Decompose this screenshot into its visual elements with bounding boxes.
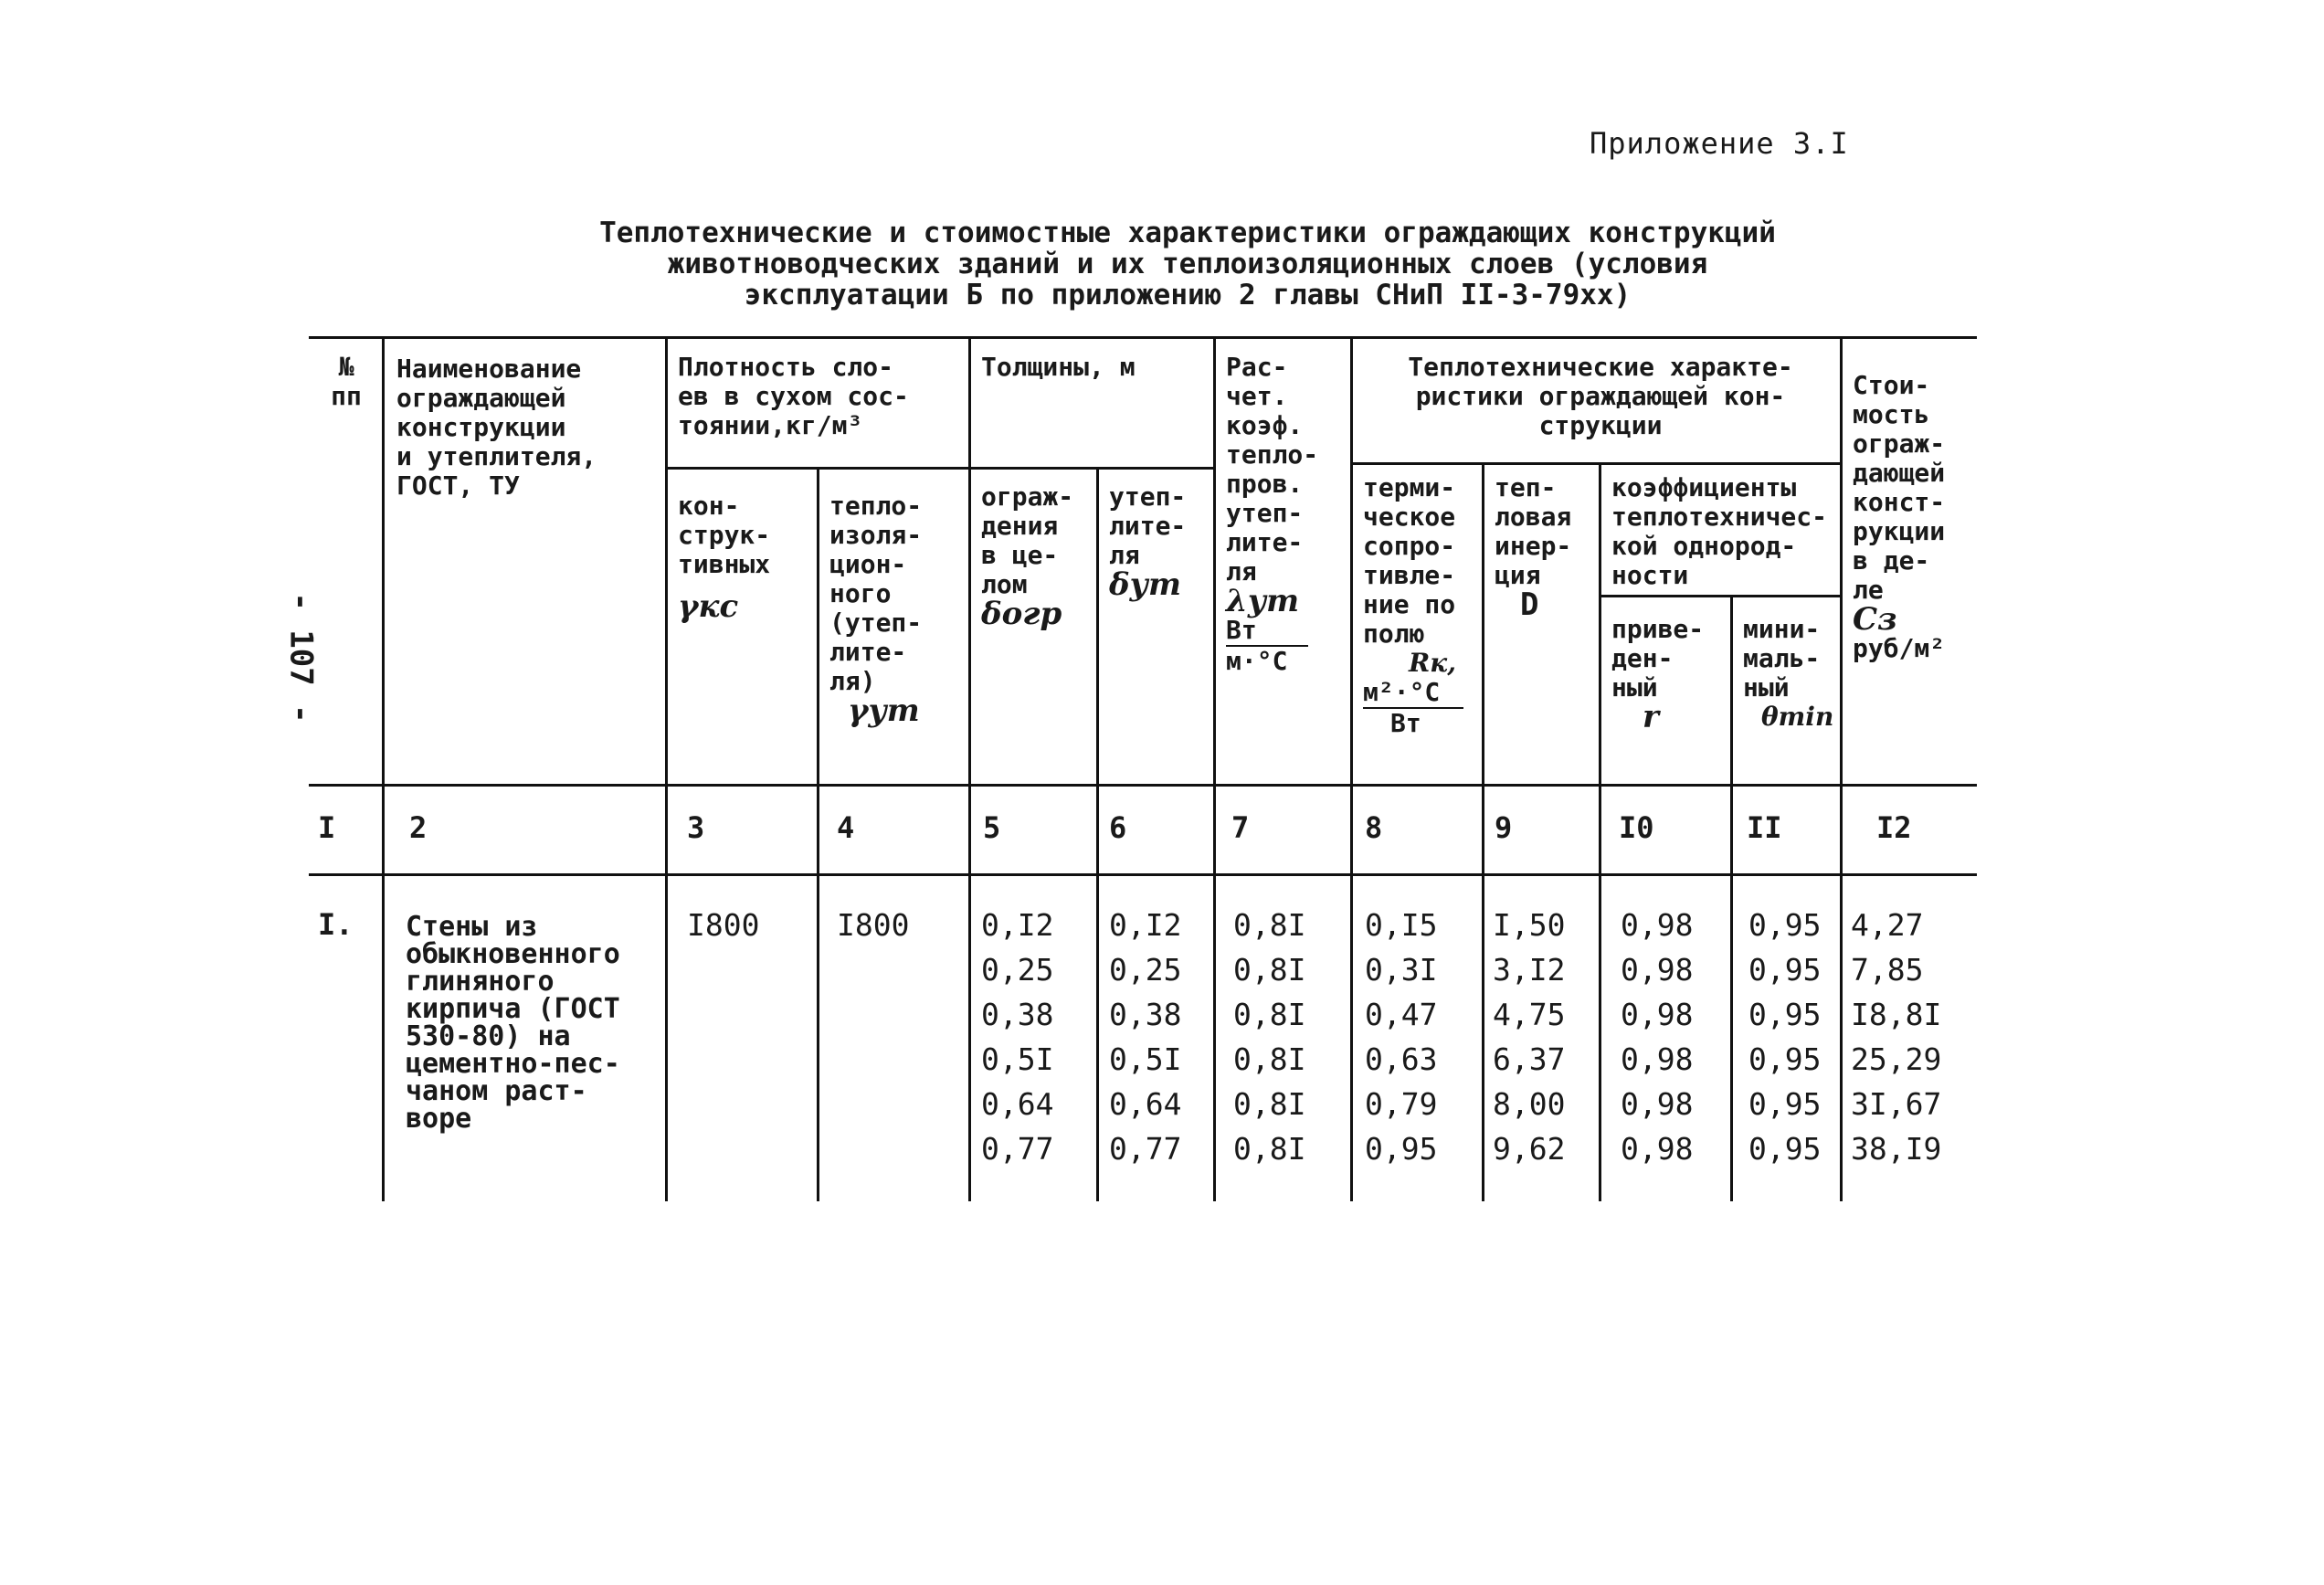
unit-numerator: Вт <box>1226 616 1308 647</box>
table-cell: 0,38 <box>1109 997 1182 1032</box>
table-cell: 6,37 <box>1493 1041 1566 1077</box>
thermo-subheader-rule <box>1350 462 1840 465</box>
header-thickness-total-label: ограж- дения в це- лом <box>981 481 1074 599</box>
table-cell: 0,I2 <box>1109 907 1182 943</box>
col-divider <box>382 336 385 1201</box>
header-thickness-group: Толщины, м <box>981 352 1136 382</box>
header-conductivity-label: Рас- чет. коэф. тепло- пров. утеп- лите- ля <box>1226 352 1319 586</box>
table-cell: 3,I2 <box>1493 952 1566 988</box>
header-thermal-inertia <box>1495 472 1597 623</box>
row-density-structural: I800 <box>687 907 760 943</box>
col-divider <box>1350 336 1353 1201</box>
table-cell: 0,25 <box>981 952 1054 988</box>
table-cell: 0,38 <box>981 997 1054 1032</box>
header-coef-reduced <box>1611 614 1727 735</box>
symbol-c3: Сз <box>1853 601 1897 638</box>
column-number: II <box>1747 810 1782 845</box>
symbol-gamma-ks: γкс <box>678 588 739 625</box>
header-num: № пп <box>331 352 362 411</box>
table-cell: 0,5I <box>1109 1041 1182 1077</box>
col-divider <box>1213 336 1216 1201</box>
symbol-r: r <box>1643 699 1659 735</box>
symbol-gamma-ut: γут <box>848 692 920 729</box>
table-top-rule <box>309 336 1977 339</box>
table-cell: 0,8I <box>1233 907 1306 943</box>
table-cell: 0,63 <box>1365 1041 1438 1077</box>
table-cell: 38,I9 <box>1851 1131 1942 1167</box>
table-cell: 0,I5 <box>1365 907 1438 943</box>
symbol-lambda-ut: λут <box>1226 583 1300 619</box>
row-cost <box>1851 903 1941 1171</box>
table-cell: 0,47 <box>1365 997 1438 1032</box>
column-number: I2 <box>1876 810 1912 845</box>
column-number: 9 <box>1495 810 1513 845</box>
row-coef-reduced <box>1621 903 1693 1171</box>
table-cell: 0,64 <box>1109 1086 1182 1122</box>
header-coef-minimal <box>1743 615 1838 732</box>
header-thermo-group: Теплотехнические характе- ристики ограждающей кон- струкции <box>1408 352 1793 440</box>
appendix-label: Приложение 3.I <box>1590 126 1849 161</box>
title-line: Теплотехнические и стоимостные характеристики ограждающих конструкций <box>599 217 1776 249</box>
header-name: Наименование ограждающей конструкции и утеплителя, ГОСТ, ТУ <box>396 354 597 501</box>
table-cell: 0,77 <box>981 1131 1054 1167</box>
symbol-d: D <box>1520 586 1539 623</box>
table-cell: 0,98 <box>1621 952 1694 988</box>
header-bottom-rule <box>309 784 1977 787</box>
header-thermal-inertia-label: теп- ловая инер- ция <box>1495 472 1572 590</box>
table-cell: 0,95 <box>1748 997 1822 1032</box>
row-density-insulation: I800 <box>837 907 910 943</box>
header-density-structural-label: кон- струк- тивных <box>678 491 771 579</box>
header-thickness-total <box>981 481 1094 632</box>
col-divider <box>1482 462 1484 1201</box>
table-cell: 3I,67 <box>1851 1086 1942 1122</box>
header-thickness-insulation <box>1109 481 1211 603</box>
row-thermal-resistance <box>1365 903 1437 1171</box>
table-cell: 4,75 <box>1493 997 1566 1032</box>
header-density-group: Плотность сло- ев в сухом сос- тоянии,кг/м³ <box>678 352 909 440</box>
table-cell: 0,95 <box>1365 1131 1438 1167</box>
col-divider <box>1840 336 1843 1201</box>
column-number: 5 <box>983 810 1001 845</box>
header-coef-minimal-label: мини- маль- ный <box>1743 614 1821 703</box>
column-number: 3 <box>687 810 705 845</box>
coef-subheader-rule <box>1599 595 1840 597</box>
table-cell: 0,79 <box>1365 1086 1438 1122</box>
header-coef-reduced-label: приве- ден- ный <box>1611 614 1705 703</box>
column-number: 6 <box>1109 810 1127 845</box>
col-divider <box>1096 467 1099 1201</box>
unit-denominator: Вт <box>1390 708 1421 738</box>
table-cell: 25,29 <box>1851 1041 1942 1077</box>
document-title <box>512 217 1864 311</box>
table-cell: 0,95 <box>1748 907 1822 943</box>
column-number: 7 <box>1231 810 1250 845</box>
title-line: эксплуатации Б по приложению 2 главы СНиП II-3-79хх) <box>744 279 1632 312</box>
row-thickness-insulation <box>1109 903 1181 1171</box>
symbol-delta-ut: δут <box>1109 566 1181 603</box>
table-cell: 0,I2 <box>981 907 1054 943</box>
header-cost-unit: руб/м² <box>1853 633 1946 663</box>
column-number: I <box>318 810 336 845</box>
characteristics-table <box>309 336 1977 1201</box>
column-number: 8 <box>1365 810 1383 845</box>
table-cell: 0,64 <box>981 1086 1054 1122</box>
symbol-r-k: Rк, <box>1409 648 1456 678</box>
unit-denominator: м·°С <box>1226 646 1288 676</box>
column-number: 4 <box>837 810 855 845</box>
table-cell: 4,27 <box>1851 907 1924 943</box>
table-cell: 9,62 <box>1493 1131 1566 1167</box>
table-cell: 0,98 <box>1621 1131 1694 1167</box>
colnum-bottom-rule <box>309 873 1977 876</box>
row-coef-minimal <box>1748 903 1821 1171</box>
header-cost-label: Стои- мость ограж- дающей конст- рукции в де- ле <box>1853 370 1946 605</box>
thickness-subheader-rule <box>968 467 1213 470</box>
title-line: животноводческих зданий и их теплоизоляционных слоев (условия <box>667 248 1708 280</box>
table-cell: 0,95 <box>1748 952 1822 988</box>
table-cell: 0,3I <box>1365 952 1438 988</box>
unit-numerator: м²·°С <box>1363 678 1463 709</box>
table-cell: 0,77 <box>1109 1131 1182 1167</box>
header-density-insulation-label: тепло- изоля- цион- ного (утеп- лите- ля) <box>829 491 923 696</box>
table-cell: 0,95 <box>1748 1041 1822 1077</box>
row-thermal-inertia <box>1493 903 1565 1171</box>
table-cell: 0,98 <box>1621 997 1694 1032</box>
header-thickness-insulation-label: утеп- лите- ля <box>1109 481 1187 570</box>
table-cell: 0,8I <box>1233 1131 1306 1167</box>
table-cell: 0,8I <box>1233 1086 1306 1122</box>
row-conductivity <box>1233 903 1305 1171</box>
header-conductivity <box>1226 353 1348 676</box>
table-cell: 0,25 <box>1109 952 1182 988</box>
col-divider <box>1730 595 1733 1201</box>
row-thickness-total <box>981 903 1053 1171</box>
header-coef-group: коэффициенты теплотехничес- кой однород- ности <box>1611 472 1828 590</box>
header-density-structural <box>678 491 813 625</box>
col-divider <box>1599 462 1601 1201</box>
table-cell: 0,98 <box>1621 1086 1694 1122</box>
page-number: - 107 - <box>282 592 320 724</box>
table-cell: I8,8I <box>1851 997 1942 1032</box>
header-thermal-resistance-label: терми- ческое сопро- тивле- ние по полю <box>1363 472 1456 649</box>
table-cell: 7,85 <box>1851 952 1924 988</box>
table-cell: 0,5I <box>981 1041 1054 1077</box>
col-divider <box>968 336 971 1201</box>
table-cell: 0,98 <box>1621 907 1694 943</box>
column-number: I0 <box>1619 810 1654 845</box>
row-number: I. <box>318 907 354 942</box>
symbol-delta-ogr: δогр <box>981 596 1062 632</box>
table-cell: 0,8I <box>1233 1041 1306 1077</box>
row-construction-name: Стены из обыкновенного глиняного кирпича (ГОСТ 530-80) на цементно-пес- чаном раст- воре <box>406 911 620 1135</box>
column-number: 2 <box>409 810 428 845</box>
table-cell: 0,8I <box>1233 997 1306 1032</box>
table-cell: 0,95 <box>1748 1086 1822 1122</box>
table-cell: 0,98 <box>1621 1041 1694 1077</box>
table-cell: 0,95 <box>1748 1131 1822 1167</box>
header-density-insulation <box>829 491 967 729</box>
table-cell: 8,00 <box>1493 1086 1566 1122</box>
header-thermal-resistance <box>1363 473 1480 738</box>
symbol-theta-min: θmin <box>1761 702 1834 732</box>
header-cost <box>1853 371 1975 663</box>
col-divider <box>665 336 668 1201</box>
table-cell: 0,8I <box>1233 952 1306 988</box>
col-divider <box>817 467 819 1201</box>
table-cell: I,50 <box>1493 907 1566 943</box>
